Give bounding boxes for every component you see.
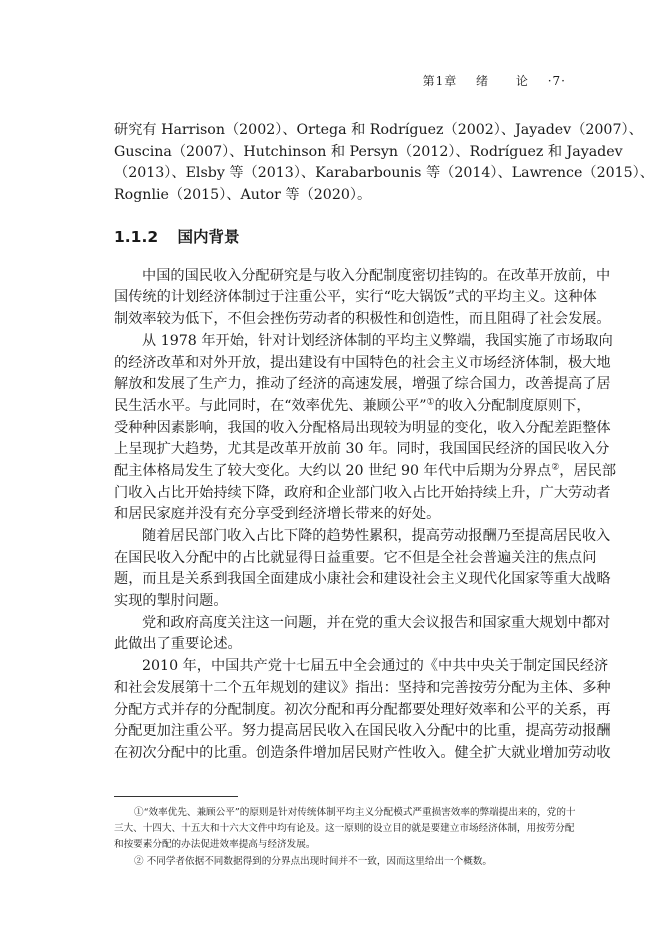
text-line: 在初次分配中的比重。创造条件增加居民财产性收入。健全扩大就业增加劳动收 (114, 744, 611, 761)
footnote (114, 805, 576, 854)
section-heading (114, 225, 566, 249)
text-line: 解放和发展了生产力，推动了经济的高速发展，增强了综合国力，改善提高了居 (114, 376, 611, 393)
text-segment: 民生活水平。与此同时，在“效率优先、兼顾公平” (114, 397, 427, 414)
text-line: 从 1978 年开始，针对计划经济体制的平均主义弊端，我国实施了市场取向 (142, 332, 613, 349)
text-line: 门收入占比开始持续下降，政府和企业部门收入占比开始持续上升，广大劳动者 (114, 484, 611, 501)
paragraph (114, 613, 611, 656)
chapter-title-part: 论 (515, 74, 529, 88)
paragraph (114, 656, 611, 764)
footnote-marker[interactable]: ② (551, 462, 560, 473)
text-line: 随着居民部门收入占比下降的趋势性累积，提高劳动报酬乃至提高居民收入 (142, 528, 611, 544)
text-line: 受种种因素影响，我国的收入分配格局出现较为明显的变化，收入分配差距整体 (114, 419, 611, 436)
text-line: 上呈现扩大趋势，尤其是改革开放前 30 年。同时，我国国民经济的国民收入分 (114, 441, 610, 458)
text-line: （2013）、Elsby 等（2013）、Karabarbounis 等（2014）、Lawrence（2015）、 (114, 165, 654, 182)
footnote-line: ①“效率优先、兼顾公平”的原则是针对传统体制平均主义分配模式严重损害效率的弊端提出来的，党的十 (134, 807, 576, 818)
text-line: 的经济改革和对外开放，提出建设有中国特色的社会主义市场经济体制，极大地 (114, 354, 611, 371)
text-line: 国传统的计划经济体制过于注重公平，实行“吃大锅饭”式的平均主义。这种体 (114, 289, 597, 306)
text-line: 和社会发展第十二个五年规划的建议》指出：坚持和完善按劳分配为主体、多种 (114, 679, 611, 696)
text-line: 在国民收入分配中的占比就显得日益重要。它不但是全社会普遍关注的焦点问 (114, 549, 597, 566)
text-line: 2010 年，中国共产党十七届五中全会通过的《中共中央关于制定国民经济 (142, 658, 609, 675)
text-segment: 的收入分配制度原则下， (434, 397, 591, 414)
section-number: 1.1.2 (114, 227, 159, 246)
page-number: ·7· (547, 74, 566, 88)
text-line: 分配方式并存的分配制度。初次分配和再分配都要处理好效率和公平的关系，再 (114, 701, 611, 718)
text-line: 和居民家庭并没有充分享受到经济增长带来的好处。 (114, 506, 441, 523)
footnote-divider (114, 796, 238, 797)
footnotes (114, 805, 576, 870)
text-line: 分配更加注重公平。努力提高居民收入在国民收入分配中的比重，提高劳动报酬 (114, 723, 611, 740)
text-line (114, 396, 591, 418)
text-line: Rognlie（2015）、Autor 等（2020）。 (114, 187, 372, 204)
text-line: 研究有 Harrison（2002）、Ortega 和 Rodríguez（2002）、Jayadev（2007）、 (114, 122, 643, 138)
paragraph (114, 266, 611, 331)
text-line (114, 461, 617, 483)
text-line: 实现的掣肘问题。 (114, 593, 228, 610)
text-segment: ，居民部 (559, 462, 617, 479)
text-line: Guscina（2007）、Hutchinson 和 Persyn（2012）、Rodríguez 和 Jayadev (114, 143, 623, 160)
footnote (114, 854, 566, 870)
text-line: 此做出了重要论述。 (114, 636, 242, 653)
running-header (409, 72, 566, 89)
footnote-marker[interactable]: ① (426, 397, 435, 408)
chapter-title-part: 绪 (476, 74, 490, 88)
footnote-line: ② 不同学者依据不同数据得到的分界点出现时间并不一致，因而这里给出一个概数。 (134, 855, 493, 867)
section-title: 国内背景 (177, 227, 240, 246)
intro-paragraph (114, 120, 654, 207)
body-text (114, 266, 617, 765)
text-line: 题，而且是关系到我国全面建成小康社会和建设社会主义现代化国家等重大战略 (114, 571, 611, 588)
paragraph (114, 331, 617, 526)
footnote-line: 和按要素分配的办法促进效率提高与经济发展。 (114, 839, 316, 851)
page-body (114, 120, 654, 765)
chapter-number: 第1章 (422, 74, 458, 88)
text-line: 制效率较为低下，不但会挫伤劳动者的积极性和创造性，而且阻碍了社会发展。 (114, 311, 611, 328)
text-line: 党和政府高度关注这一问题，并在党的重大会议报告和国家重大规划中都对 (142, 614, 611, 631)
footnote-line: 三大、十四大、十五大和十六大文件中均有论及。这一原则的设立目的就是要建立市场经济体制，用按劳分配 (114, 823, 575, 835)
text-line: 中国的国民收入分配研究是与收入分配制度密切挂钩的。在改革开放前，中 (142, 267, 611, 284)
paragraph (114, 526, 611, 613)
text-segment: 配主体格局发生了较大变化。大约以 20 世纪 90 年代中后期为分界点 (114, 462, 552, 479)
